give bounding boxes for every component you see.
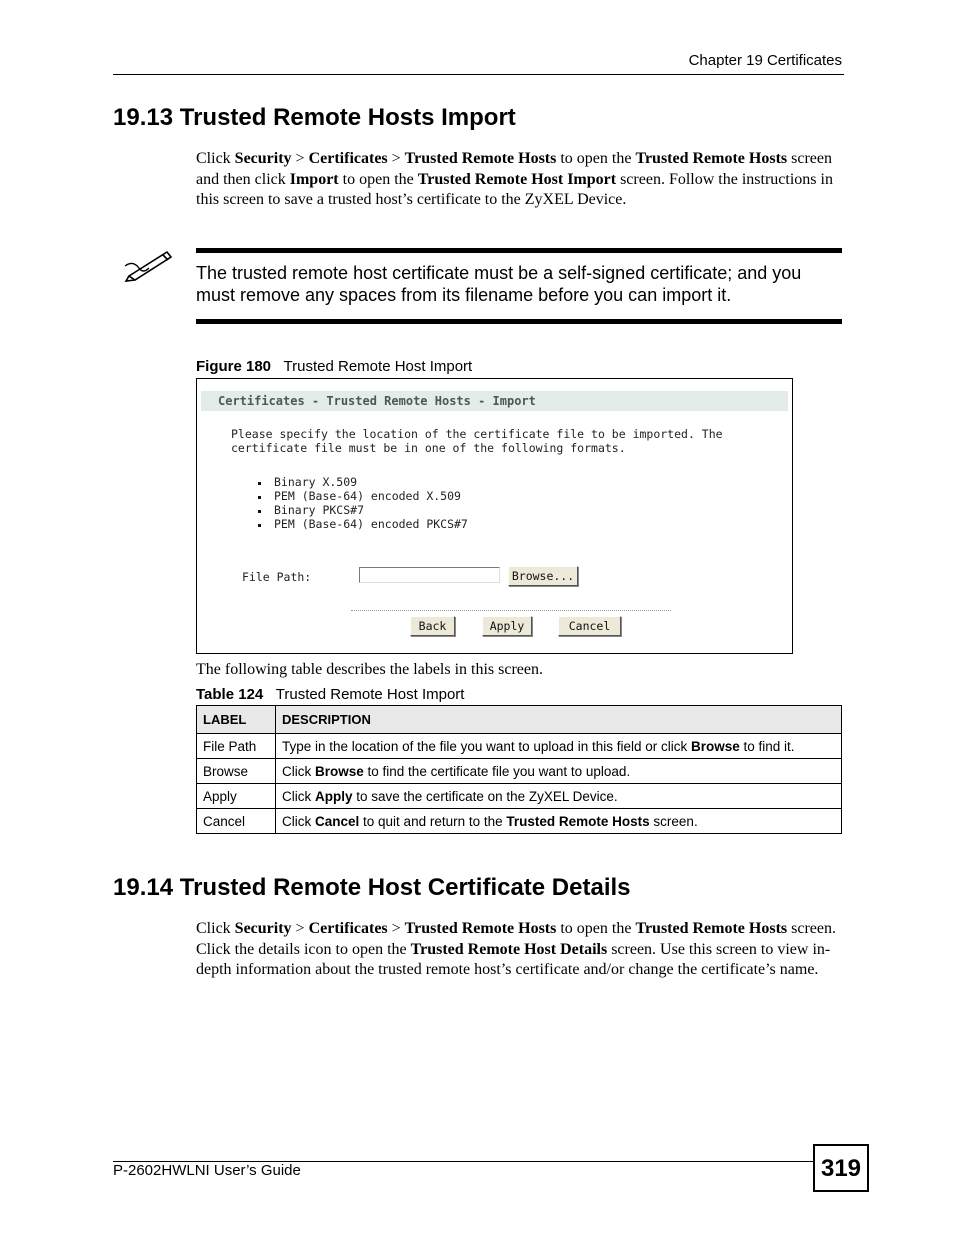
note-pencil-icon: [123, 246, 175, 282]
note-rule-bottom: [196, 319, 842, 324]
table-caption-text: Trusted Remote Host Import: [275, 686, 465, 703]
row-label: File Path: [197, 734, 276, 759]
format-list: [253, 475, 468, 531]
back-button[interactable]: Back: [410, 616, 455, 636]
browse-button[interactable]: Browse...: [508, 566, 578, 586]
note-rule-top: [196, 248, 842, 253]
header-rule: [113, 74, 844, 75]
figure-caption: [196, 358, 472, 375]
page-number: 319: [813, 1144, 869, 1192]
table-row: [197, 809, 842, 834]
table-row: [197, 784, 842, 809]
figure-label: Figure 180: [196, 358, 272, 375]
running-header: Chapter 19 Certificates: [688, 52, 842, 69]
figure-caption-text: Trusted Remote Host Import: [283, 358, 473, 375]
table-intro: The following table describes the labels in this screen.: [196, 661, 544, 678]
table-header-row: [197, 706, 842, 734]
row-description: Type in the location of the file you want to upload in this field or click Browse to find it.: [276, 734, 842, 759]
table-label: Table 124: [196, 686, 264, 703]
row-label: Cancel: [197, 809, 276, 834]
header-description: DESCRIPTION: [276, 706, 842, 734]
format-item: PEM (Base-64) encoded X.509: [253, 489, 468, 503]
row-description: Click Browse to find the certificate file you want to upload.: [276, 759, 842, 784]
import-screenshot: [196, 378, 793, 654]
section-title-19-14: 19.14 Trusted Remote Host Certificate Details: [113, 874, 631, 901]
row-description: Click Cancel to quit and return to the Trusted Remote Hosts screen.: [276, 809, 842, 834]
labels-table: [196, 705, 842, 834]
button-divider: [351, 610, 671, 611]
row-description: Click Apply to save the certificate on the ZyXEL Device.: [276, 784, 842, 809]
header-label: LABEL: [197, 706, 276, 734]
format-item: Binary PKCS#7: [253, 503, 468, 517]
section2-intro: Click Security > Certificates > Trusted Remote Hosts to open the Trusted Remote Hosts screen. Click the details icon to open the Trusted Remote Host Details screen. Use this screen to view in-depth information about the trusted remote host’s certificate and/or change the certificate’s name.: [196, 920, 836, 978]
file-path-input[interactable]: [359, 567, 500, 583]
row-label: Browse: [197, 759, 276, 784]
screen-description: Please specify the location of the certificate file to be imported. The certificate file must be in one of the following formats.: [231, 427, 723, 455]
apply-button[interactable]: Apply: [482, 616, 532, 636]
table-row: [197, 734, 842, 759]
file-path-label: File Path:: [242, 570, 312, 584]
screen-title-bar: Certificates - Trusted Remote Hosts - Import: [201, 391, 788, 411]
section1-intro: Click Security > Certificates > Trusted Remote Hosts to open the Trusted Remote Hosts screen and then click Import to open the Trusted Remote Host Import screen. Follow the instructions in this screen to save a trusted host’s certificate to the ZyXEL Device.: [196, 150, 833, 208]
format-item: PEM (Base-64) encoded PKCS#7: [253, 517, 468, 531]
cancel-button[interactable]: Cancel: [558, 616, 621, 636]
table-row: [197, 759, 842, 784]
note-text: The trusted remote host certificate must be a self-signed certificate; and you must remove any spaces from its filename before you can import it.: [196, 263, 802, 305]
format-item: Binary X.509: [253, 475, 468, 489]
section-title-19-13: 19.13 Trusted Remote Hosts Import: [113, 104, 516, 131]
footer-guide-title: P-2602HWLNI User’s Guide: [113, 1162, 301, 1179]
table-caption: [196, 686, 464, 703]
row-label: Apply: [197, 784, 276, 809]
